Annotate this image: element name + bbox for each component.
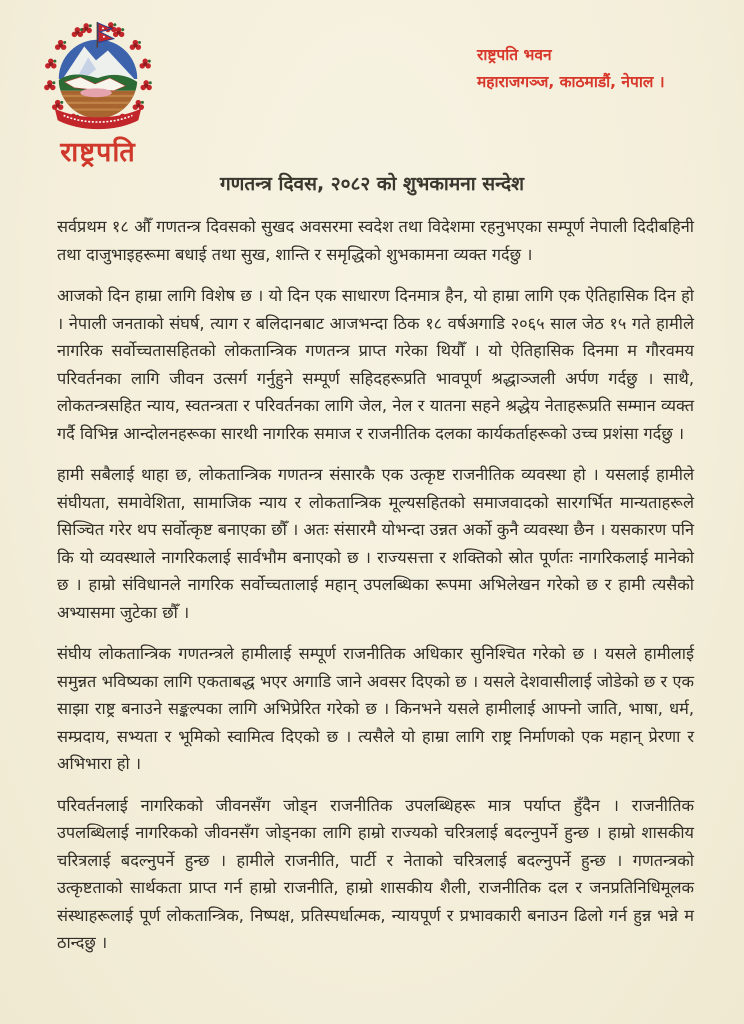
emblem-block <box>24 20 172 169</box>
paragraph-2: आजको दिन हाम्रा लागि विशेष छ । यो दिन एक साधारण दिनमात्र हैन, यो हाम्रा लागि एक ऐतिहासिक दिन हो । नेपाली जनताको संघर्ष, त्याग र बलिदानबाट आजभन्दा ठिक १८ वर्षअगाडि २०६५ साल जेठ १५ गते हामीले नागरिक सर्वोच्चतासहितको लोकतान्त्रिक गणतन्त्र प्राप्त गरेका थियौँ । यो ऐतिहासिक दिनमा म गौरवमय परिवर्तनका लागि जीवन उत्सर्ग गर्नुहुने सम्पूर्ण सहिदहरूप्रति भावपूर्ण श्रद्धाञ्जली अर्पण गर्दछु । साथै, लोकतन्त्रसहित न्याय, स्वतन्त्रता र परिवर्तनका लागि जेल, नेल र यातना सहने श्रद्धेय नेताहरूप्रति सम्मान व्यक्त गर्दै विभिन्न आन्दोलनहरूका सारथी नागरिक समाज र राजनीतिक दलका कार्यकर्ताहरूको उच्च प्रशंसा गर्दछु । <box>57 286 694 443</box>
letter-title: गणतन्त्र दिवस, २०८२ को शुभकामना सन्देश <box>219 173 524 195</box>
emblem-label: राष्ट्रपति <box>60 137 136 168</box>
office-name: राष्ट्रपति भवन <box>477 46 552 64</box>
paragraph-4: संघीय लोकतान्त्रिक गणतन्त्रले हामीलाई सम्पूर्ण राजनीतिक अधिकार सुनिश्चित गरेको छ । यसले हामीलाई समुन्नत भविष्यका लागि एकताबद्ध भएर अगाडि जाने अवसर दिएको छ । यसले देशवासीलाई जोडेको छ र एक साझा राष्ट्र बनाउने सङ्कल्पका लागि अभिप्रेरित गरेको छ । किनभने यसले हामीलाई आफ्नो जाति, भाषा, धर्म, सम्प्रदाय, सभ्यता र भूमिको स्वामित्व दिएको छ । त्यसैले यो हाम्रा लागि राष्ट्र निर्माणको एक महान् प्रेरणा र अभिभारा हो । <box>57 644 694 773</box>
office-location: महाराजगञ्ज, काठमाडौं, नेपाल । <box>477 73 665 92</box>
paragraph-3: हामी सबैलाई थाहा छ, लोकतान्त्रिक गणतन्त्र संसारकै एक उत्कृष्ट राजनीतिक व्यवस्था हो । यसलाई हामीले संघीयता, समावेशिता, सामाजिक न्याय र लोकतान्त्रिक मूल्यसहितको समाजवादको सारगर्भित मान्यताहरूले सिञ्चित गरेर थप सर्वोत्कृष्ट बनाएका छौँ । अतः संसारमै योभन्दा उन्नत अर्को कुनै व्यवस्था छैन । यसकारण पनि कि यो व्यवस्थाले नागरिकलाई सार्वभौम बनाएको छ । राज्यसत्ता र शक्तिको स्रोत पूर्णतः नागरिकलाई मानेको छ । हाम्रो संविधानले नागरिक सर्वोच्चतालाई महान् उपलब्धिका रूपमा अभिलेखन गरेको छ र हामी त्यसैको अभ्यासमा जुटेका छौँ । <box>57 465 694 622</box>
paragraph-1: सर्वप्रथम १८ औँ गणतन्त्र दिवसको सुखद अवसरमा स्वदेश तथा विदेशमा रहनुभएका सम्पूर्ण नेपाली दिदीबहिनी तथा दाजुभाइहरूमा बधाई तथा सुख, शान्ति र समृद्धिको शुभकामना व्यक्त गर्दछु । <box>57 217 694 264</box>
office-address <box>477 42 665 96</box>
nepal-coat-of-arms-icon <box>38 20 158 138</box>
letter-body <box>57 213 694 971</box>
paragraph-5: परिवर्तनलाई नागरिकको जीवनसँग जोड्न राजनीतिक उपलब्धिहरू मात्र पर्याप्त हुँदैन । राजनीतिक उपलब्धिलाई नागरिकको जीवनसँग जोड्नका लागि हाम्रो राज्यको चरित्रलाई बदल्नुपर्ने हुन्छ । हाम्रो शासकीय चरित्रलाई बदल्नुपर्ने हुन्छ । हामीले राजनीति, पार्टी र नेताको चरित्रलाई बदल्नुपर्ने हुन्छ । गणतन्त्रको उत्कृष्टताको सार्थकता प्राप्त गर्न हाम्रो राजनीति, हाम्रो शासकीय शैली, राजनीतिक दल र जनप्रतिनिधिमूलक संस्थाहरूलाई पूर्ण लोकतान्त्रिक, निष्पक्ष, प्रतिस्पर्धात्मक, न्यायपूर्ण र प्रभावकारी बनाउन ढिलो गर्न हुन्न भन्ने म ठान्दछु । <box>57 795 694 952</box>
